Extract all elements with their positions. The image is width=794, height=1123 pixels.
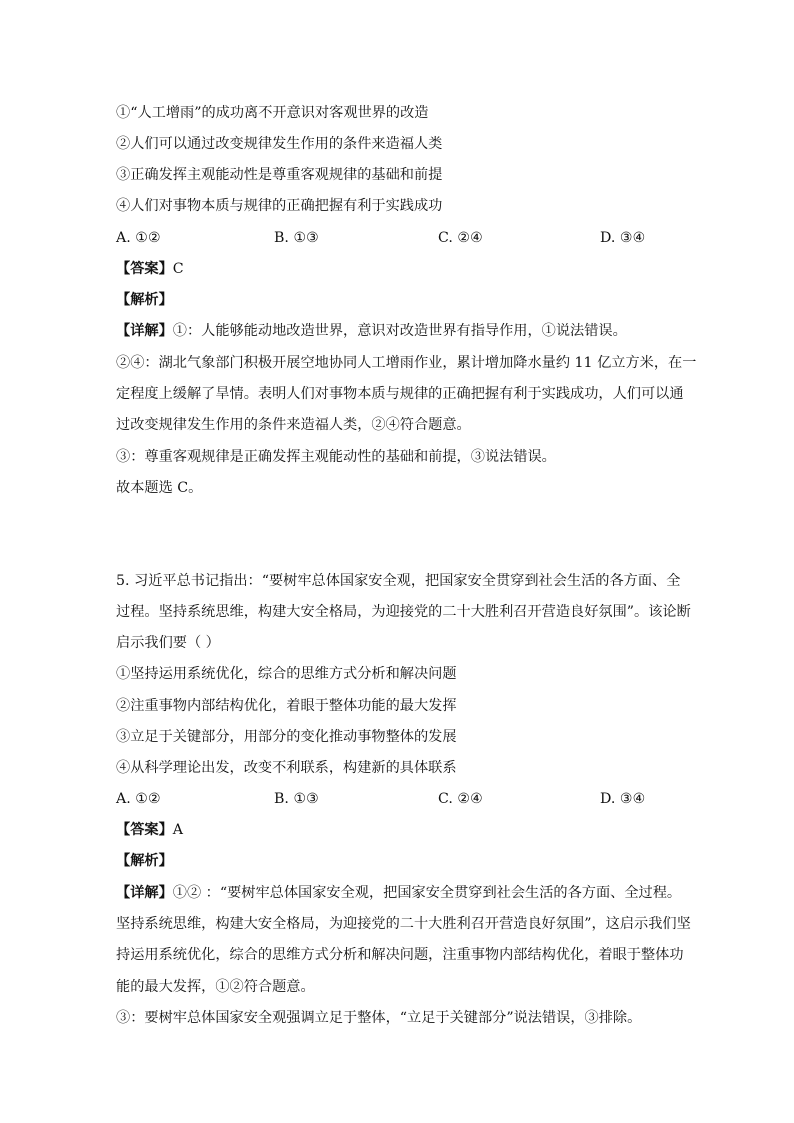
q5-detail-tag: 【详解】 xyxy=(116,885,173,901)
q4-statement-1: ①“人工增雨”的成功离不开意识对客观世界的改造 xyxy=(116,105,429,121)
q4-answer xyxy=(116,259,184,279)
q5-detail-line-1 xyxy=(116,883,681,903)
q4-answer-tag: 【答案】 xyxy=(116,261,173,277)
q5-option-d: D. ③④ xyxy=(600,791,646,807)
q4-analysis-tag: 【解析】 xyxy=(116,292,173,308)
q5-analysis-tag: 【解析】 xyxy=(116,853,173,869)
q4-option-d: D. ③④ xyxy=(600,230,646,246)
q4-detail-tag: 【详解】 xyxy=(116,323,173,339)
q5-option-b: B. ①③ xyxy=(274,791,319,807)
q5-stem-line-2: 过程。坚持系统思维，构建大安全格局，为迎接党的二十大胜利召开营造良好氛围”。该论断 xyxy=(116,604,691,620)
q5-answer-value: A xyxy=(172,822,184,838)
q4-detail-line-3: 定程度上缓解了旱情。表明人们对事物本质与规律的正确把握有利于实践成功，人们可以通 xyxy=(116,386,684,402)
q5-statement-3: ③立足于关键部分，用部分的变化推动事物整体的发展 xyxy=(116,729,457,745)
q5-answer xyxy=(116,820,183,840)
q5-detail-text-1: ①② ：“要树牢总体国家安全观，把国家安全贯穿到社会生活的各方面、全过程。 xyxy=(172,885,682,901)
q4-answer-value: C xyxy=(172,261,184,277)
q4-detail-text-1: ①：人能够能动地改造世界，意识对改造世界有指导作用，①说法错误。 xyxy=(172,323,627,339)
q4-option-c: C. ②④ xyxy=(438,230,483,246)
q4-detail-line-1 xyxy=(116,321,627,341)
q5-detail-line-5: ③：要树牢总体国家安全观强调立足于整体，“立足于关键部分”说法错误，③排除。 xyxy=(116,1010,642,1026)
q5-option-c: C. ②④ xyxy=(438,791,483,807)
q5-statement-2: ②注重事物内部结构优化，着眼于整体功能的最大发挥 xyxy=(116,698,457,714)
q5-detail-line-2: 坚持系统思维，构建大安全格局，为迎接党的二十大胜利召开营造良好氛围”，这启示我们坚 xyxy=(116,916,691,932)
q5-statement-4: ④从科学理论出发，改变不利联系，构建新的具体联系 xyxy=(116,760,457,776)
q5-detail-line-4: 能的最大发挥，①②符合题意。 xyxy=(116,979,315,995)
q5-stem-line-1: 5. 习近平总书记指出：“要树牢总体国家安全观，把国家安全贯穿到社会生活的各方面、全 xyxy=(116,573,681,589)
q4-option-b: B. ①③ xyxy=(274,230,319,246)
q4-option-a: A. ①② xyxy=(116,230,161,246)
q5-stem-line-3: 启示我们要（ ） xyxy=(116,635,220,651)
q5-option-a: A. ①② xyxy=(116,791,161,807)
q4-detail-line-6: 故本题选 C。 xyxy=(116,480,203,496)
q4-detail-line-5: ③：尊重客观规律是正确发挥主观能动性的基础和前提，③说法错误。 xyxy=(116,449,556,465)
q4-statement-2: ②人们可以通过改变规律发生作用的条件来造福人类 xyxy=(116,136,443,152)
q5-answer-tag: 【答案】 xyxy=(116,822,173,838)
q4-statement-3: ③正确发挥主观能动性是尊重客观规律的基础和前提 xyxy=(116,167,443,183)
q5-detail-line-3: 持运用系统优化，综合的思维方式分析和解决问题，注重事物内部结构优化，着眼于整体功 xyxy=(116,947,684,963)
q5-statement-1: ①坚持运用系统优化，综合的思维方式分析和解决问题 xyxy=(116,666,457,682)
q4-detail-line-4: 过改变规律发生作用的条件来造福人类，②④符合题意。 xyxy=(116,417,471,433)
q4-detail-line-2: ②④：湖北气象部门积极开展空地协同人工增雨作业，累计增加降水量约 11 亿立方米，在一 xyxy=(116,355,697,371)
q4-statement-4: ④人们对事物本质与规律的正确把握有利于实践成功 xyxy=(116,198,443,214)
